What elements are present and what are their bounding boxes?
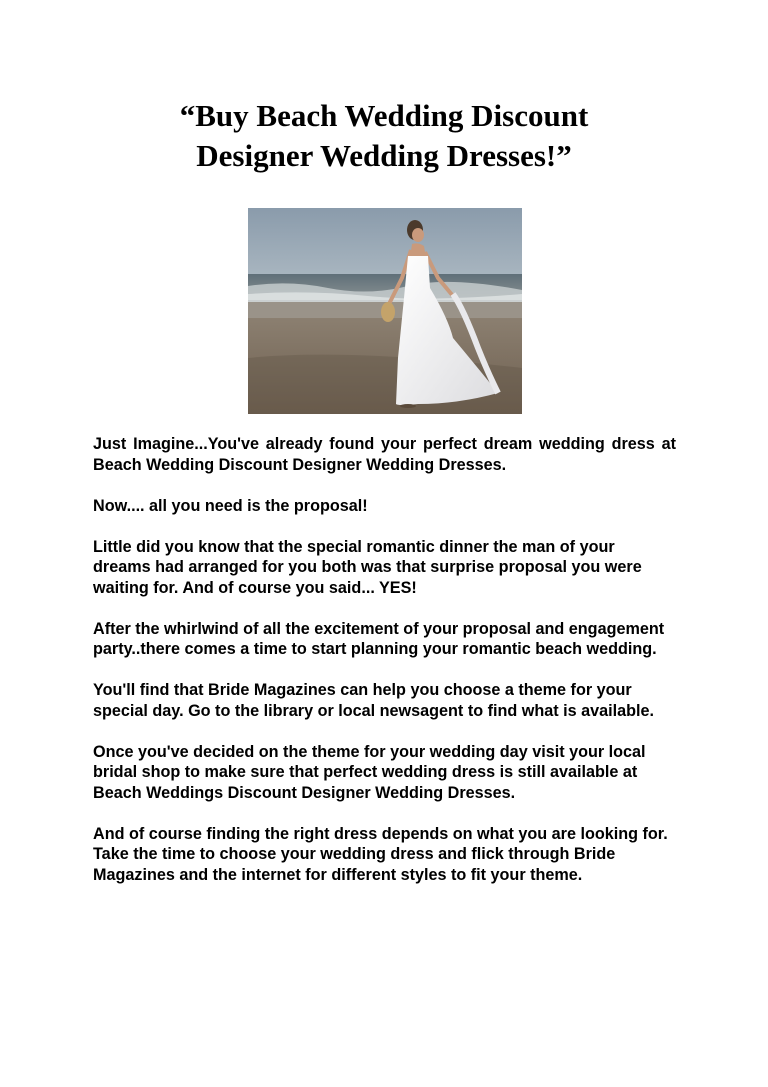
paragraph-3: Little did you know that the special romantic dinner the man of your dreams had arranged for you both was that surprise proposal you were waiting for. And of course you said... YES! — [93, 537, 642, 597]
paragraph-4: After the whirlwind of all the excitement of your proposal and engagement party..there comes a time to start planning your romantic beach wedding. — [93, 619, 665, 658]
paragraph-6: Once you've decided on the theme for your wedding day visit your local bridal shop to make sure that perfect wedding dress is still available at Beach Weddings Discount Designer Wedding Dresses. — [93, 742, 646, 802]
title-line-2: Designer Wedding Dresses!” — [196, 138, 572, 173]
bride-on-beach-photo — [248, 208, 522, 414]
paragraph-2: Now.... all you need is the proposal! — [93, 496, 368, 515]
document-title — [0, 96, 768, 176]
paragraph-7: And of course finding the right dress depends on what you are looking for. Take the time to choose your wedding dress and flick through Bride Magazines and the internet for different styles to fit your theme. — [93, 824, 668, 884]
title-line-1: “Buy Beach Wedding Discount — [179, 98, 589, 133]
paragraph-5: You'll find that Bride Magazines can help you choose a theme for your special day. Go to the library or local newsagent to find what is available. — [93, 681, 655, 720]
paragraph-1: Just Imagine...You've already found your perfect dream wedding dress at Beach Wedding Discount Designer Wedding Dresses. — [93, 435, 676, 474]
article-body — [93, 434, 676, 906]
